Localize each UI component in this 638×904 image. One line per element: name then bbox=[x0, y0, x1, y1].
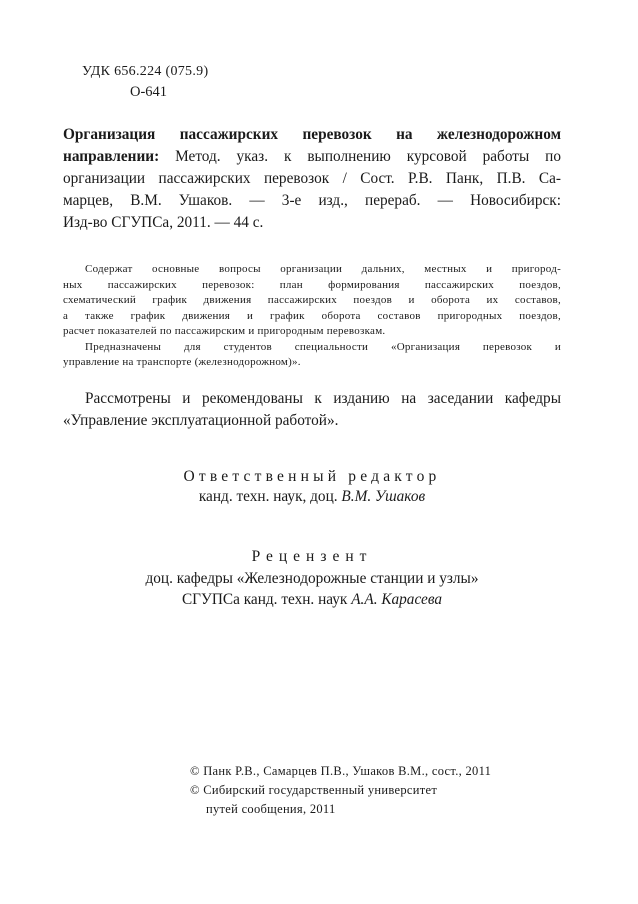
document-title-end: направлении: bbox=[63, 148, 160, 165]
bibliography-line-2 bbox=[63, 146, 561, 168]
abstract-line: а также график движения и график оборота составов пригородных поездов, bbox=[63, 309, 561, 322]
copyright-block bbox=[190, 762, 491, 819]
copyright-authors: © Панк Р.В., Самарцев П.В., Ушаков В.М., сост., 2011 bbox=[190, 764, 492, 778]
approval-line: «Управление эксплуатационной работой». bbox=[63, 412, 339, 429]
approval-note bbox=[63, 388, 561, 432]
reviewer-affiliation: доц. кафедры «Железнодорожные станции и узлы» bbox=[145, 570, 479, 587]
document-title: Организация пассажирских перевозок на железнодорожном bbox=[63, 126, 561, 143]
editor-heading: Ответственный редактор bbox=[183, 468, 441, 485]
udk-index: УДК 656.224 (075.9) bbox=[82, 64, 209, 79]
abstract-line: расчет показателей по пассажирским и пригородным перевозкам. bbox=[63, 325, 386, 337]
abstract bbox=[63, 262, 561, 371]
editor-title: канд. техн. наук, доц. bbox=[198, 488, 342, 505]
editor-name: В.М. Ушаков bbox=[341, 488, 426, 505]
bibliography-line-3: организации пассажирских перевозок / Сост. Р.В. Панк, П.В. Са- bbox=[63, 170, 561, 187]
editor-credentials bbox=[63, 486, 561, 507]
approval-line: Рассмотрены и рекомендованы к изданию на заседании кафедры bbox=[85, 390, 561, 407]
reviewer-name: А.А. Карасева bbox=[351, 591, 443, 608]
bibliography-line-5: Изд-во СГУПСа, 2011. — 44 с. bbox=[63, 214, 264, 231]
abstract-line: управление на транспорте (железнодорожном)». bbox=[63, 356, 301, 368]
abstract-line: схематический график движения пассажирских поездов и оборота их составов, bbox=[63, 294, 561, 306]
editor-block bbox=[63, 468, 561, 507]
copyright-university-cont: путей сообщения, 2011 bbox=[206, 802, 336, 816]
catalog-code: О-641 bbox=[130, 84, 168, 100]
abstract-line: Предназначены для студентов специальности «Организация перевозок и bbox=[85, 340, 561, 353]
reviewer-credentials bbox=[63, 589, 561, 610]
bibliography-line-2-rest: Метод. указ. к выполнению курсовой работы по bbox=[159, 148, 561, 165]
reviewer-block bbox=[63, 548, 561, 610]
bibliography-line-4: марцев, В.М. Ушаков. — 3-е изд., перераб. — Новосибирск: bbox=[63, 192, 561, 209]
reviewer-title: СГУПСа канд. техн. наук bbox=[181, 591, 352, 608]
abstract-line: Содержат основные вопросы организации дальних, местных и пригород- bbox=[85, 263, 561, 275]
abstract-line: ных пассажирских перевозок: план формирования пассажирских поездов, bbox=[63, 278, 561, 291]
reviewer-heading: Рецензент bbox=[251, 548, 373, 565]
bibliographic-description bbox=[63, 124, 561, 234]
copyright-university: © Сибирский государственный университет bbox=[190, 783, 438, 797]
